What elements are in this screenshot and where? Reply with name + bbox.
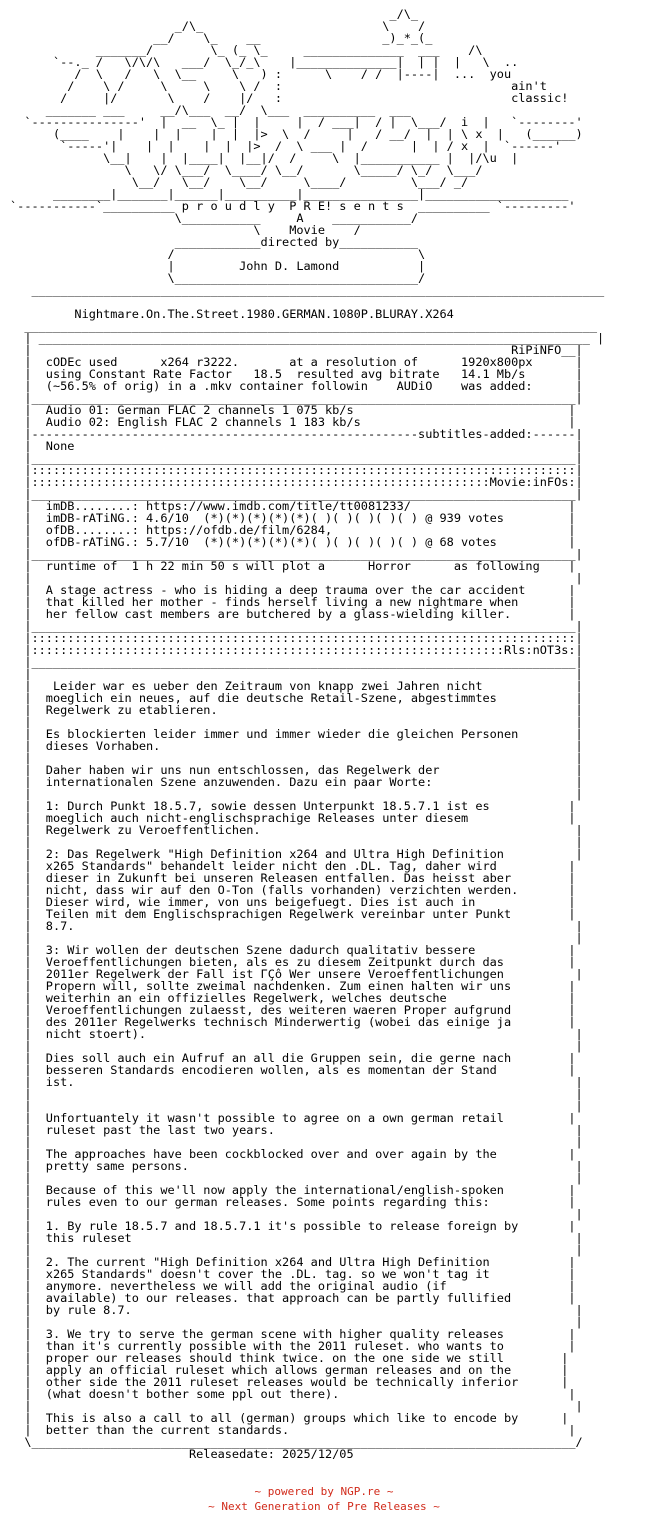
nfo-line: | None | — [10, 439, 583, 453]
nfo-line: | apply an official ruleset which allows german releases and on the | — [10, 1363, 569, 1377]
nfo-line: Releasedate: 2025/12/05 — [10, 1447, 354, 1461]
nfo-line: ________|_______|______|__________|________________|____________________ — [10, 187, 569, 201]
nfo-line: | Leider war es ueber den Zeitraum von knapp zwei Jahren nicht | — [10, 679, 583, 693]
nfo-line: | nicht stoert). | — [10, 1027, 583, 1041]
nfo-line: | | — [10, 1399, 583, 1413]
powered-by-text: ~ powered by NGP.re ~ — [254, 1485, 394, 1498]
nfo-line: | | — [10, 787, 583, 801]
nfo-line: \__________________________________/ — [10, 271, 426, 285]
nfo-line: `---------------' | __ \_ | | | / ___| / | \___/ i | `--------' — [10, 115, 583, 129]
nfo-line: |::::::::::::::::::::::::::::::::::::::::::::::::::::::::::::::::::Rls:nOT3s:| — [10, 643, 583, 657]
nfo-line: | Daher haben wir uns nun entschlossen, das Regelwerk der | — [10, 763, 583, 777]
nfo-line: | moeglich auch nicht-englischsprachige Releases unter diesem | — [10, 811, 576, 825]
nfo-line: ________________________________________________________________________________ — [10, 283, 605, 297]
nfo-line: | | — [10, 571, 583, 585]
nfo-line: | | — [10, 1099, 583, 1113]
nfo-line: (____ | | | | | |> \ / | / __/ | | \ x | (______) — [10, 127, 583, 141]
nfo-line: / |/ \ / |/ : classic! — [10, 91, 569, 105]
nfo-line: | Regelwerk zu etablieren. | — [10, 703, 583, 717]
tagline-text: ~ Next Generation of Pre Releases ~ — [208, 1500, 440, 1513]
nfo-line: | Veroeffentlichungen bieten, als es zu diesem Zeitpunkt durch das | — [10, 955, 576, 969]
nfo-line: | x265 Standards" doesn't cover the .DL. tag. so we won't tag it | — [10, 1267, 576, 1281]
nfo-line: | 3: Wir wollen der deutschen Szene dadurch qualitativ bessere | — [10, 943, 576, 957]
nfo-line: |____________________________________________________________________________| — [10, 619, 583, 633]
nfo-line: |____________________________________________________________________________| — [10, 655, 583, 669]
nfo-line: | | — [10, 1207, 583, 1221]
nfo-line: | 1: Durch Punkt 18.5.7, sowie dessen Unterpunkt 18.5.7.1 ist es | — [10, 799, 576, 813]
nfo-line: | | — [10, 835, 583, 849]
nfo-line: | | — [10, 1135, 583, 1149]
nfo-line: | ofDB........: https://ofdb.de/film/6284, | — [10, 523, 576, 537]
nfo-line: | better than the current standards. | — [10, 1423, 576, 1437]
nfo-line: | rules even to our german releases. Some points regarding this: | — [10, 1195, 576, 1209]
nfo-line: \__/ \__/ \__/ \____/ \___/ _/ — [10, 175, 469, 189]
nfo-line: | | — [10, 1315, 583, 1329]
nfo-line: _/\_ — [10, 7, 419, 21]
nfo-line: _______ ___ __/\___ __/ \___ __________ ___ — [10, 103, 411, 117]
nfo-line: |::::::::::::::::::::::::::::::::::::::::::::::::::::::::::::::::::::::::::::| — [10, 463, 583, 477]
nfo-line: | ruleset past the last two years. | — [10, 1123, 583, 1137]
nfo-line: | Dies soll auch ein Aufruf an all die Gruppen sein, die gerne nach | — [10, 1051, 576, 1065]
nfo-line: \____________________________________________________________________________/ — [10, 1435, 583, 1449]
nfo-line: | Veroeffentlichungen zulaesst, des weiteren waeren Proper aufgrund | — [10, 1003, 576, 1017]
nfo-line: | | — [10, 1243, 583, 1257]
nfo-line: | Regelwerk zu Veroeffentlichen. | — [10, 823, 583, 837]
nfo-line: \ Movie / — [10, 223, 361, 237]
nfo-line: Nightmare.On.The.Street.1980.GERMAN.1080P.BLURAY.X264 — [10, 307, 454, 321]
nfo-line: `--._ / \/\/\ ___/ \_/_\ |______________| | | | \ .. — [10, 55, 519, 69]
nfo-line: |::::::::::::::::::::::::::::::::::::::::::::::::::::::::::::::::Movie:inFOs:| — [10, 475, 583, 489]
nfo-line: __/ \_ __ _)_*_(_ — [10, 31, 433, 45]
nfo-line: | (what doesn't bother some ppl out there). | — [10, 1387, 576, 1401]
nfo-line: | | — [10, 1087, 583, 1101]
nfo-line: |::::::::::::::::::::::::::::::::::::::::::::::::::::::::::::::::::::::::::::| — [10, 631, 583, 645]
nfo-line: `-----------`__________ p r o u d l y P R E! s e n t s __________ `---------' — [10, 199, 576, 213]
nfo-line: | by rule 8.7. | — [10, 1303, 583, 1317]
nfo-line: | anymore. nevertheless we will add the original audio (if | — [10, 1279, 576, 1293]
nfo-line: | than it's currently possible with the 2011 ruleset. who wants to | — [10, 1339, 576, 1353]
nfo-line: | available) to our releases. that approach can be partly fullified | — [10, 1291, 576, 1305]
nfo-line: | ofDB-rATiNG.: 5.7/10 (*)(*)(*)(*)(*)( )( )( )( )( ) @ 68 votes | — [10, 535, 576, 549]
nfo-line: | | — [10, 1039, 583, 1053]
nfo-line: | x265 Standards" behandelt leider nicht den .DL. Tag, daher wird | — [10, 859, 576, 873]
nfo-line: / \ / \ \__ \ ) : \ / / |----| ... you — [10, 67, 512, 81]
nfo-line: |____________________________________________________________________________| — [10, 547, 583, 561]
nfo-line: | dieser in Zukunft bei unseren Releasen entfallen. Das heisst aber | — [10, 871, 576, 885]
nfo-line: | des 2011er Regelwerks technisch Minderwertig (wobei das einige ja | — [10, 1015, 576, 1029]
nfo-line: | moeglich ein neues, auf die deutsche Retail-Szene, abgestimmtes | — [10, 691, 583, 705]
nfo-line: \ \/ \___/ \____/ \__/ \_____/ \_/ \___/ — [10, 163, 483, 177]
nfo-line: | runtime of 1 h 22 min 50 s will plot a Horror as following | — [10, 559, 576, 573]
nfo-line: | | — [10, 667, 583, 681]
nfo-line: | imDB........: https://www.imdb.com/title/tt0081233/ | — [10, 499, 576, 513]
nfo-line: | Dieser wird, wie immer, von uns beigefuegt. Dies ist auch in | — [10, 895, 576, 909]
nfo-line: | that killed her mother - finds herself living a new nightmare when | — [10, 595, 576, 609]
nfo-line: ____________directed by___________ — [10, 235, 419, 249]
nfo-line: | 1. By rule 18.5.7 and 18.5.7.1 it's possible to release foreign by | — [10, 1219, 576, 1233]
nfo-line: | The approaches have been cockblocked over and over again by the | — [10, 1147, 576, 1161]
nfo-line: _/\_ \ / — [10, 19, 426, 33]
nfo-line: | John D. Lamond | — [10, 259, 426, 273]
nfo-line: / \ / \ \ \ / : ain't — [10, 79, 547, 93]
nfo-line: | Audio 02: English FLAC 2 channels 1 183 kb/s | — [10, 415, 576, 429]
nfo-line: | Teilen mit dem Englischsprachigen Regelwerk vereinbar unter Punkt | — [10, 907, 576, 921]
nfo-line: | other side the 2011 ruleset releases would be technically inferior | — [10, 1375, 569, 1389]
nfo-line: / \ — [10, 247, 426, 261]
nfo-line: | RiPiNFO__| — [10, 343, 583, 357]
nfo-line: | Audio 01: German FLAC 2 channels 1 075 kb/s | — [10, 403, 576, 417]
nfo-line: | Propern will, sollte zweimal nachdenken. Zum einen halten wir uns | — [10, 979, 576, 993]
nfo-line: | | — [10, 1171, 583, 1185]
nfo-line: | Es blockierten leider immer und immer wieder die gleichen Personen | — [10, 727, 583, 741]
nfo-line: | her fellow cast members are butchered by a glass-wielding killer. | — [10, 607, 576, 621]
nfo-line: | using Constant Rate Factor 18.5 resulted avg bitrate 14.1 Mb/s | — [10, 367, 583, 381]
nfo-line: | dieses Vorhaben. | — [10, 739, 583, 753]
nfo-line: | 8.7. | — [10, 919, 583, 933]
nfo-line: | 2. The current "High Definition x264 and Ultra High Definition | — [10, 1255, 576, 1269]
nfo-line: | weiterhin an ein offizielles Regelwerk, welches deutsche | — [10, 991, 576, 1005]
nfo-line: |------------------------------------------------------subtitles-added:------| — [10, 427, 583, 441]
nfo-text-block — [10, 8, 604, 1460]
nfo-line: | pretty same persons. | — [10, 1159, 583, 1173]
nfo-line: \__| | |____| |__|/ / \ |___________ | |/\u | — [10, 151, 519, 165]
nfo-line: | Because of this we'll now apply the international/english-spoken | — [10, 1183, 576, 1197]
nfo-line: _______/ \_ (_ \_ ______________ ___ /\ — [10, 43, 483, 57]
nfo-line: | | — [10, 715, 583, 729]
nfo-line: `-----'| | | | | |> / \ ___ | / | | / x | `------' — [10, 139, 562, 153]
nfo-line: | | — [10, 931, 583, 945]
nfo-line: ________________________________________________________________________________ — [10, 319, 598, 333]
nfo-line: | This is also a call to all (german) groups which like to encode by | — [10, 1411, 569, 1425]
nfo-line: | | — [10, 751, 583, 765]
nfo-line: | imDB-rATiNG.: 4.6/10 (*)(*)(*)(*)(*)( )( )( )( )( ) @ 939 votes | — [10, 511, 576, 525]
nfo-line: | 3. We try to serve the german scene with higher quality releases | — [10, 1327, 576, 1341]
powered-by-footer — [0, 1484, 648, 1514]
nfo-line: | Unfortuantely it wasn't possible to agree on a own german retail | — [10, 1111, 576, 1125]
nfo-line: | 2: Das Regelwerk "High Definition x264 and Ultra High Definition | — [10, 847, 583, 861]
nfo-line: | besseren Standards encodieren wollen, als es momentan der Stand | — [10, 1063, 576, 1077]
nfo-line: | cODEc used x264 r3222. at a resolution of 1920x800px | — [10, 355, 583, 369]
nfo-line: | 2011er Regelwerk der Fall ist ΓÇô Wer unsere Veroeffentlichungen | — [10, 967, 583, 981]
nfo-line: | this ruleset | — [10, 1231, 583, 1245]
nfo-line: | A stage actress - who is hiding a deep trauma over the car accident | — [10, 583, 576, 597]
nfo-line: | proper our releases should think twice. on the one side we still | — [10, 1351, 569, 1365]
nfo-line: | (~56.5% of orig) in a .mkv container followin AUDiO was added: | — [10, 379, 583, 393]
nfo-line: \___________ A ___________/ — [10, 211, 419, 225]
nfo-line: | internationalen Szene anzuwenden. Dazu ein paar Worte: | — [10, 775, 583, 789]
nfo-line: |____________________________________________________________________________| — [10, 451, 583, 465]
nfo-line: | ist. | — [10, 1075, 583, 1089]
nfo-line: | _____________________________________________________________________________ | — [10, 331, 605, 345]
nfo-line: |____________________________________________________________________________| — [10, 391, 583, 405]
nfo-line: |____________________________________________________________________________| — [10, 487, 583, 501]
nfo-line: | nicht, dass wir auf den O-Ton (falls vorhanden) verzichten werden. | — [10, 883, 576, 897]
